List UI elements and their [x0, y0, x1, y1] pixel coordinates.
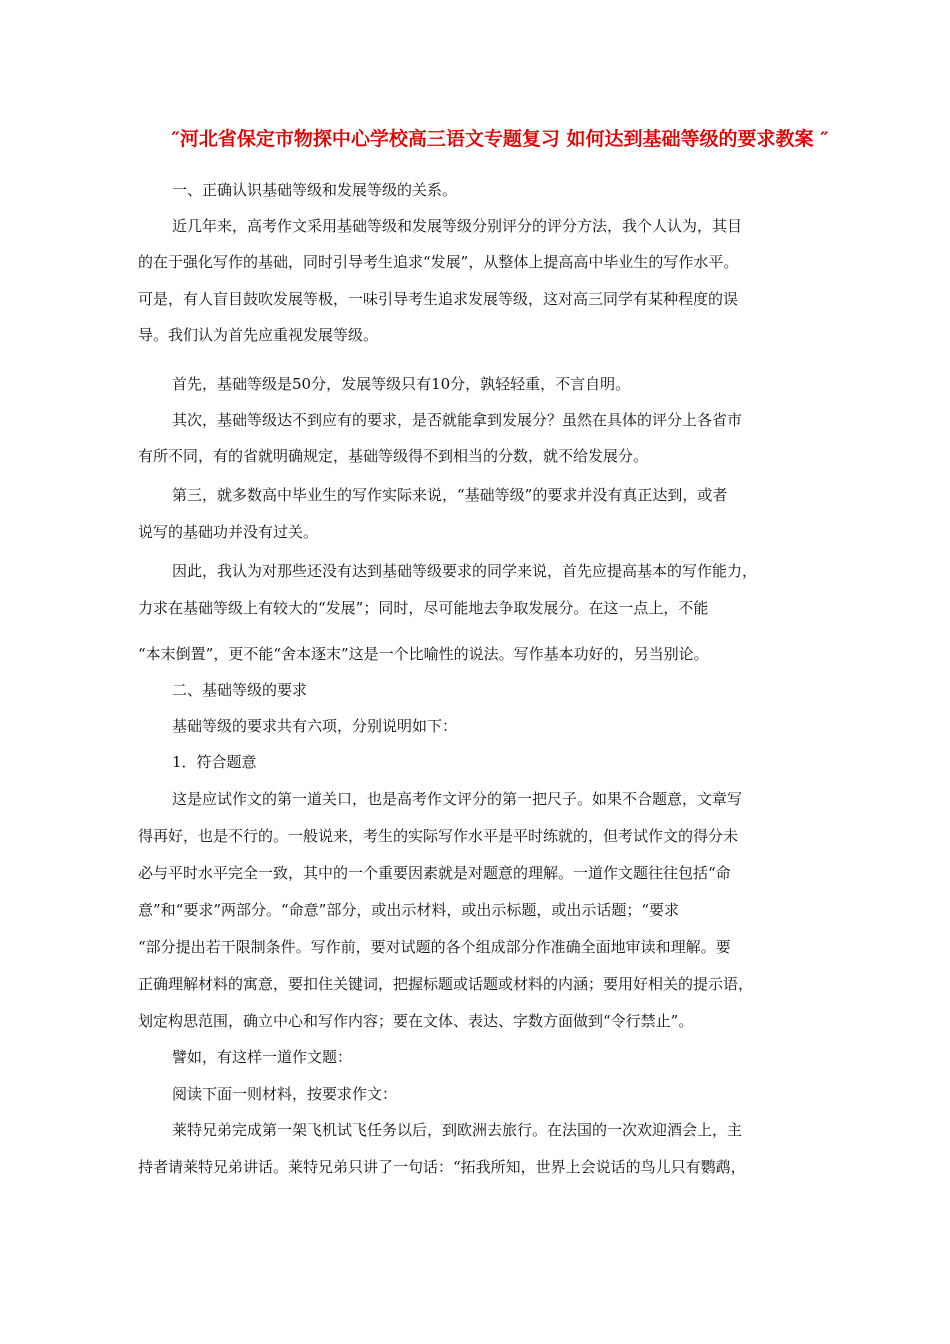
paragraph-line: 有所不同，有的省就明确规定，基础等级得不到相当的分数，就不给发展分。	[138, 447, 649, 465]
paragraph-line: “部分提出若干限制条件。写作前，要对试题的各个组成部分作准确全面地审读和理解。要	[138, 938, 731, 956]
paragraph-line: 导。我们认为首先应重视发展等级。	[138, 326, 379, 344]
paragraph-line: 首先，基础等级是50分，发展等级只有10分，孰轻轻重，不言自明。	[172, 375, 631, 393]
paragraph-line: 力求在基础等级上有较大的“发展”；同时，尽可能地去争取发展分。在这一点上，不能	[138, 599, 709, 617]
paragraph-line: 这是应试作文的第一道关口，也是高考作文评分的第一把尺子。如果不合题意，文章写	[172, 790, 743, 808]
paragraph-line: 正确理解材料的寓意，要扣住关键词，把握标题或话题或材料的内涵；要用好相关的提示语，	[138, 975, 754, 993]
paragraph-line: 得再好，也是不行的。一般说来，考生的实际写作水平是平时练就的，但考试作文的得分未	[138, 827, 739, 845]
paragraph-line: 必与平时水平完全一致，其中的一个重要因素就是对题意的理解。一道作文题往往包括“命	[138, 864, 731, 882]
paragraph-line: 莱特兄弟完成第一架飞机试飞任务以后，到欧洲去旅行。在法国的一次欢迎酒会上，主	[172, 1121, 743, 1139]
paragraph-line: 基础等级的要求共有六项，分别说明如下：	[172, 717, 458, 735]
section-heading: 二、基础等级的要求	[172, 681, 308, 699]
paragraph-line: 意”和“要求”两部分。“命意”部分，或出示材料，或出示标题，或出示话题；“要求	[138, 901, 680, 919]
paragraph-line: 的在于强化写作的基础，同时引导考生追求“发展”，从整体上提高高中毕业生的写作水平。	[138, 253, 739, 271]
subsection-heading: 1．符合题意	[172, 753, 257, 771]
paragraph-line: 可是，有人盲目鼓吹发展等极，一味引导考生追求发展等级，这对高三同学有某种程度的误	[138, 290, 739, 308]
paragraph-line: 划定构思范围，确立中心和写作内容；要在文体、表达、字数方面做到“令行禁止”。	[138, 1012, 694, 1030]
paragraph-line: 因此，我认为对那些还没有达到基础等级要求的同学来说，首先应提高基本的写作能力，	[172, 562, 758, 580]
document-title: ″河北省保定市物探中心学校高三语文专题复习 如何达到基础等级的要求教案 ″	[171, 128, 829, 150]
paragraph-line: 第三，就多数高中毕业生的写作实际来说，“基础等级”的要求并没有真正达到，或者	[172, 486, 728, 504]
paragraph-line: “本末倒置”，更不能“舍本逐末”这是一个比喻性的说法。写作基本功好的，另当别论。	[138, 645, 709, 663]
paragraph-line: 持者请莱特兄弟讲话。莱特兄弟只讲了一句话：“拓我所知，世界上会说话的鸟儿只有鹦鹉，	[138, 1158, 746, 1176]
paragraph-line: 其次，基础等级达不到应有的要求，是否就能拿到发展分？虽然在具体的评分上各省市	[172, 411, 743, 429]
paragraph-line: 说写的基础功并没有过关。	[138, 523, 319, 541]
section-heading: 一、正确认识基础等级和发展等级的关系。	[172, 181, 458, 199]
paragraph-line: 近几年来，高考作文采用基础等级和发展等级分别评分的评分方法，我个人认为，其目	[172, 217, 743, 235]
paragraph-line: 阅读下面一则材料，按要求作文：	[172, 1085, 398, 1103]
paragraph-line: 譬如，有这样一道作文题：	[172, 1048, 353, 1066]
